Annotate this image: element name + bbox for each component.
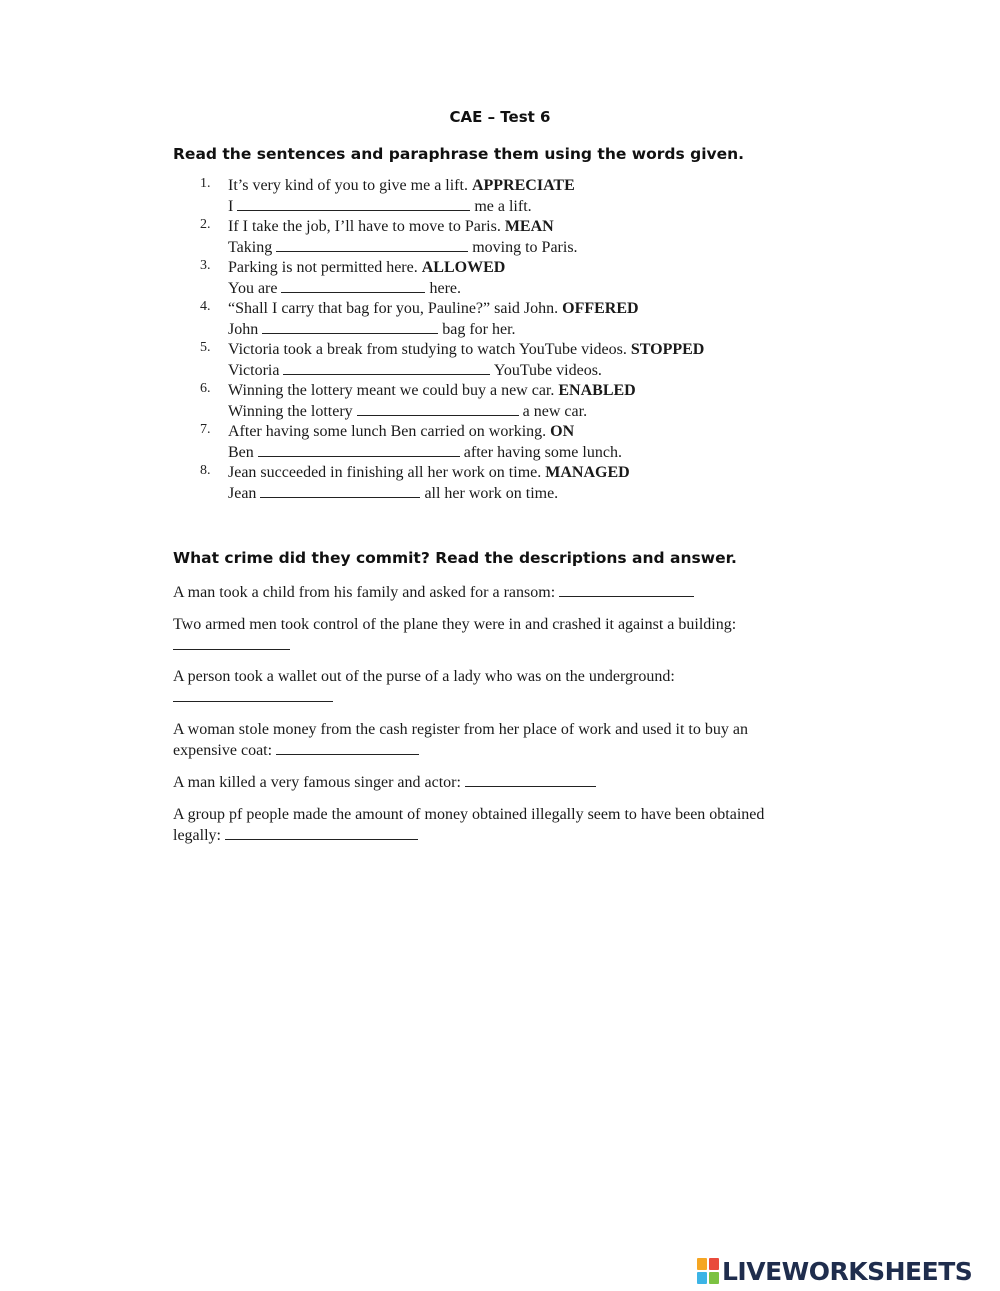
keyword: OFFERED: [562, 300, 639, 317]
answer-blank[interactable]: [225, 825, 418, 840]
answer-blank[interactable]: [465, 772, 596, 787]
item-sentence: [228, 176, 575, 196]
item-number: 7.: [200, 422, 211, 437]
crime-question: [173, 582, 813, 603]
item-sentence: [228, 381, 636, 401]
answer-blank[interactable]: [276, 740, 419, 755]
paraphrase-list: [200, 176, 840, 504]
item-sentence: [228, 217, 554, 237]
answer-suffix: all her work on time.: [420, 485, 559, 502]
item-answer-line: [228, 237, 578, 258]
sentence-text: Victoria took a break from studying to watch YouTube videos.: [228, 341, 631, 358]
item-answer-line: [228, 360, 602, 381]
item-number: 3.: [200, 258, 211, 273]
answer-blank[interactable]: [283, 360, 490, 375]
answer-prefix: John: [228, 321, 263, 338]
item-answer-line: [228, 196, 532, 217]
item-number: 8.: [200, 463, 211, 478]
answer-prefix: Ben: [228, 444, 258, 461]
keyword: ENABLED: [558, 382, 636, 399]
answer-suffix: after having some lunch.: [459, 444, 622, 461]
answer-blank[interactable]: [357, 401, 519, 416]
answer-prefix: You are: [228, 280, 282, 297]
answer-blank[interactable]: [260, 483, 420, 498]
crime-question: [173, 615, 813, 656]
answer-blank[interactable]: [262, 319, 438, 334]
answer-blank[interactable]: [237, 196, 470, 211]
answer-suffix: a new car.: [518, 403, 588, 420]
logo-mark-icon: [697, 1258, 719, 1284]
answer-blank[interactable]: [281, 278, 425, 293]
keyword: STOPPED: [630, 341, 705, 358]
list-item: [200, 381, 840, 422]
answer-suffix: bag for her.: [438, 321, 516, 338]
item-number: 4.: [200, 299, 211, 314]
sentence-text: It’s very kind of you to give me a lift.: [228, 177, 472, 194]
item-answer-line: [228, 442, 622, 463]
answer-prefix: Taking: [228, 239, 277, 256]
keyword: ON: [550, 423, 575, 440]
answer-suffix: moving to Paris.: [468, 239, 578, 256]
question-text: A person took a wallet out of the purse of a lady who was on the underground:: [173, 668, 675, 685]
answer-suffix: here.: [425, 280, 462, 297]
answer-blank[interactable]: [276, 237, 468, 252]
answer-prefix: Jean: [228, 485, 261, 502]
item-number: 5.: [200, 340, 211, 355]
crime-question: [173, 772, 813, 793]
page-title: CAE – Test 6: [449, 108, 551, 126]
liveworksheets-logo: [697, 1256, 972, 1286]
answer-blank[interactable]: [559, 582, 694, 597]
list-item: [200, 217, 840, 258]
answer-suffix: YouTube videos.: [490, 362, 602, 379]
list-item: [200, 340, 840, 381]
answer-prefix: Winning the lottery: [228, 403, 357, 420]
question-text: Two armed men took control of the plane they were in and crashed it against a building:: [173, 616, 737, 633]
answer-blank[interactable]: [173, 635, 290, 650]
sentence-text: Parking is not permitted here.: [228, 259, 422, 276]
answer-blank[interactable]: [258, 442, 460, 457]
list-item: [200, 176, 840, 217]
answer-prefix: Victoria: [228, 362, 284, 379]
list-item: [200, 299, 840, 340]
answer-blank[interactable]: [173, 687, 333, 702]
item-answer-line: [228, 401, 587, 422]
keyword: ALLOWED: [421, 259, 506, 276]
crime-question: [173, 667, 813, 708]
question-text: A man killed a very famous singer and actor:: [173, 774, 465, 791]
item-sentence: [228, 299, 639, 319]
sentence-text: Jean succeeded in finishing all her work on time.: [228, 464, 546, 481]
logo-text: LIVEWORKSHEETS: [722, 1256, 973, 1286]
keyword: MEAN: [504, 218, 554, 235]
sentence-text: After having some lunch Ben carried on working.: [228, 423, 551, 440]
item-number: 1.: [200, 176, 211, 191]
keyword: MANAGED: [545, 464, 630, 481]
sentence-text: If I take the job, I’ll have to move to Paris.: [228, 218, 505, 235]
item-number: 6.: [200, 381, 211, 396]
question-text: A man took a child from his family and asked for a ransom:: [173, 584, 560, 601]
item-sentence: [228, 463, 630, 483]
item-answer-line: [228, 483, 558, 504]
item-number: 2.: [200, 217, 211, 232]
section-1-heading: Read the sentences and paraphrase them using the words given.: [173, 145, 745, 163]
item-sentence: [228, 258, 505, 278]
answer-suffix: me a lift.: [470, 198, 532, 215]
crime-question: [173, 805, 813, 846]
item-answer-line: [228, 319, 516, 340]
section-2-heading: What crime did they commit? Read the descriptions and answer.: [173, 549, 737, 567]
answer-prefix: I: [228, 198, 238, 215]
item-sentence: [228, 340, 704, 360]
question-text: A group pf people made the amount of money obtained illegally seem to have been obtained legally:: [173, 806, 765, 844]
keyword: APPRECIATE: [471, 177, 575, 194]
crime-question: [173, 720, 813, 761]
sentence-text: “Shall I carry that bag for you, Pauline?” said John.: [228, 300, 563, 317]
sentence-text: Winning the lottery meant we could buy a new car.: [228, 382, 559, 399]
item-answer-line: [228, 278, 461, 299]
question-text: A woman stole money from the cash register from her place of work and used it to buy an expensive coat:: [173, 721, 748, 759]
list-item: [200, 463, 840, 504]
item-sentence: [228, 422, 574, 442]
list-item: [200, 422, 840, 463]
list-item: [200, 258, 840, 299]
